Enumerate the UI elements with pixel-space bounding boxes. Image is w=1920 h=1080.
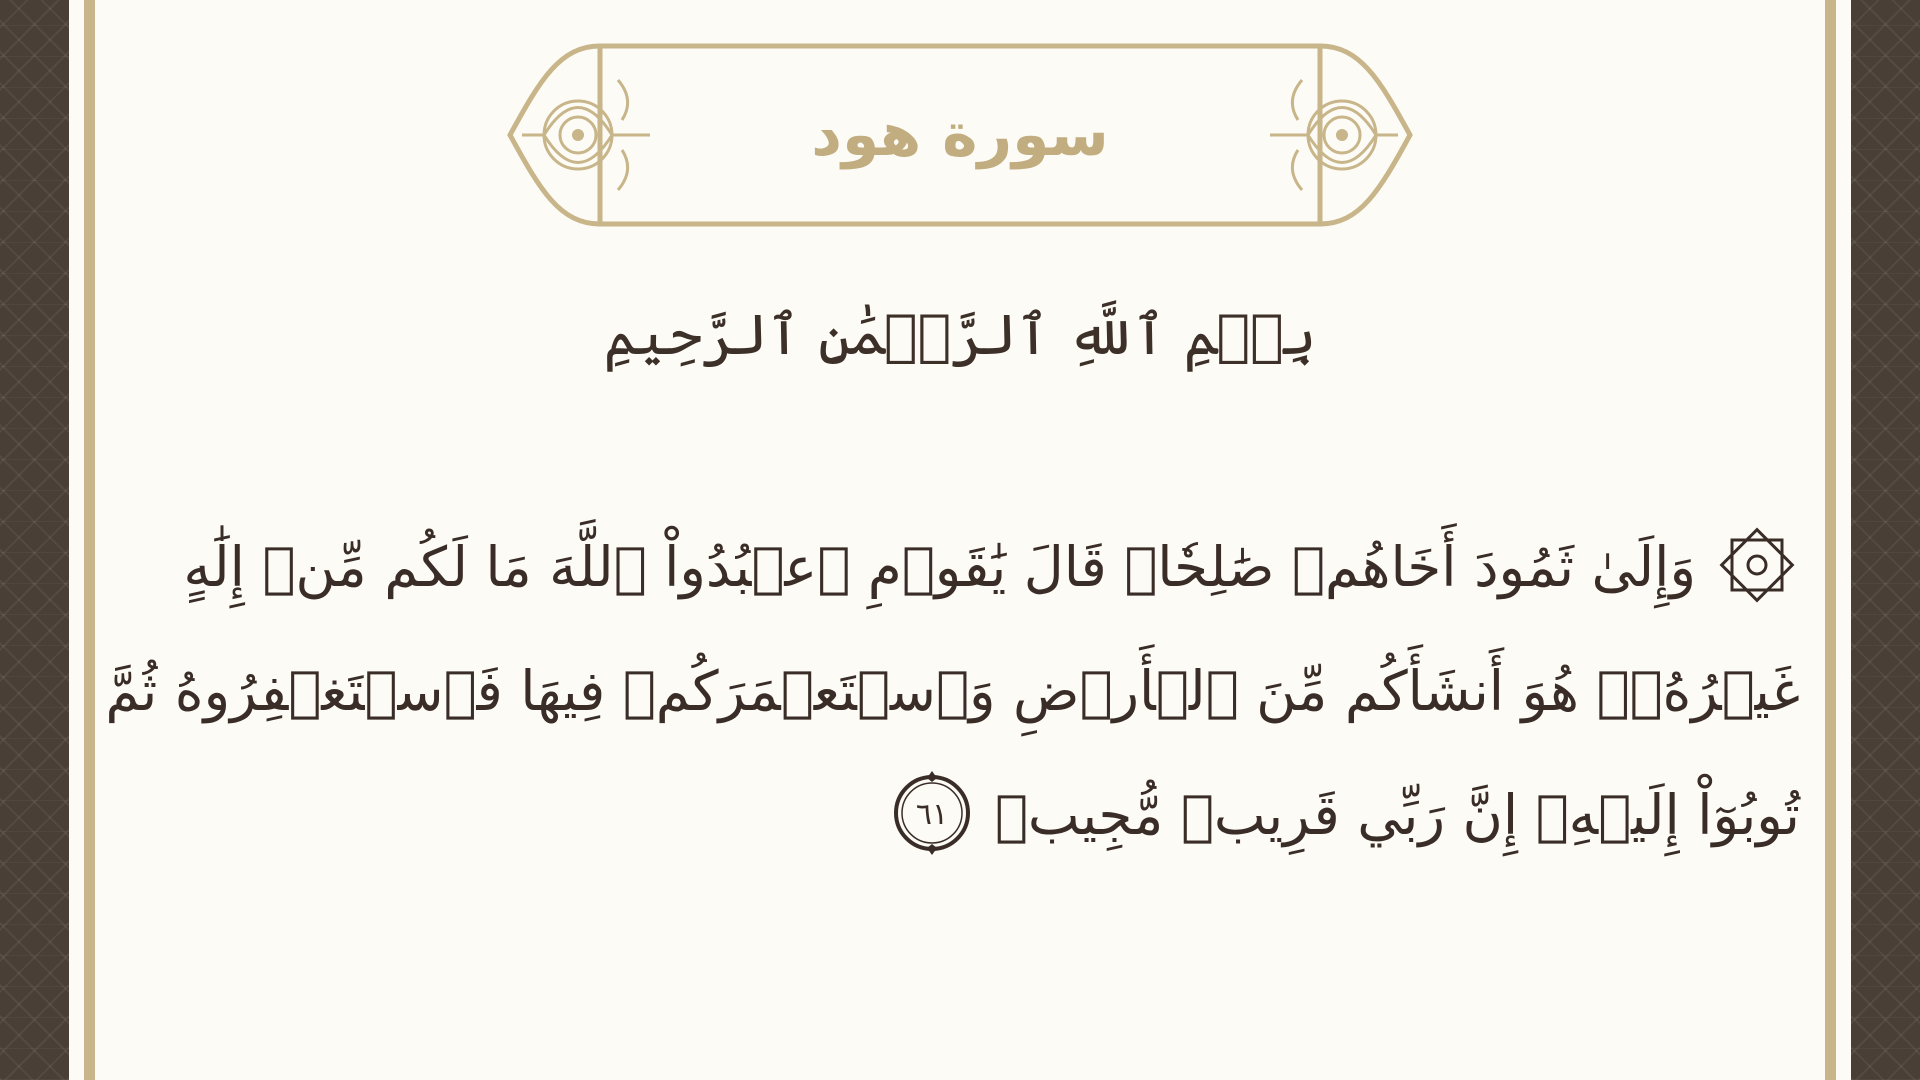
surah-title-frame — [500, 40, 1420, 230]
rub-el-hizb-icon — [1714, 522, 1800, 608]
ayah-end-icon — [887, 768, 977, 858]
verse-line-1-text: وَإِلَىٰ ثَمُودَ أَخَاهُمۡ صَٰلِحٗاۚ قَالَ يَٰقَوۡمِ ٱعۡبُدُواْ ٱللَّهَ مَا لَكُم مِّنۡ إِلَٰهٍ — [183, 535, 1696, 599]
ayah-number: ٦١ — [915, 796, 948, 832]
right-pattern-border — [1851, 0, 1920, 1080]
verse-line-1 — [183, 505, 1800, 629]
verse-line-3-text: تُوبُوٓاْ إِلَيۡهِۚ إِنَّ رَبِّي قَرِيبٞ مُّجِيبٞ — [994, 783, 1800, 847]
left-pattern-border — [0, 0, 69, 1080]
left-gold-rule — [84, 0, 95, 1080]
basmala: بِسۡمِ ٱللَّهِ ٱلرَّحۡمَٰنِ ٱلرَّحِيمِ — [603, 302, 1317, 368]
verse-line-3 — [200, 753, 1800, 877]
surah-title: سورة هود — [811, 100, 1109, 170]
right-gold-rule — [1825, 0, 1836, 1080]
verse-text — [105, 505, 1800, 877]
verse-line-2: غَيۡرُهُۥۖ هُوَ أَنشَأَكُم مِّنَ ٱلۡأَرۡضِ وَٱسۡتَعۡمَرَكُمۡ فِيهَا فَٱسۡتَغۡفِرُوهُ ثُمَّ — [105, 659, 1800, 723]
